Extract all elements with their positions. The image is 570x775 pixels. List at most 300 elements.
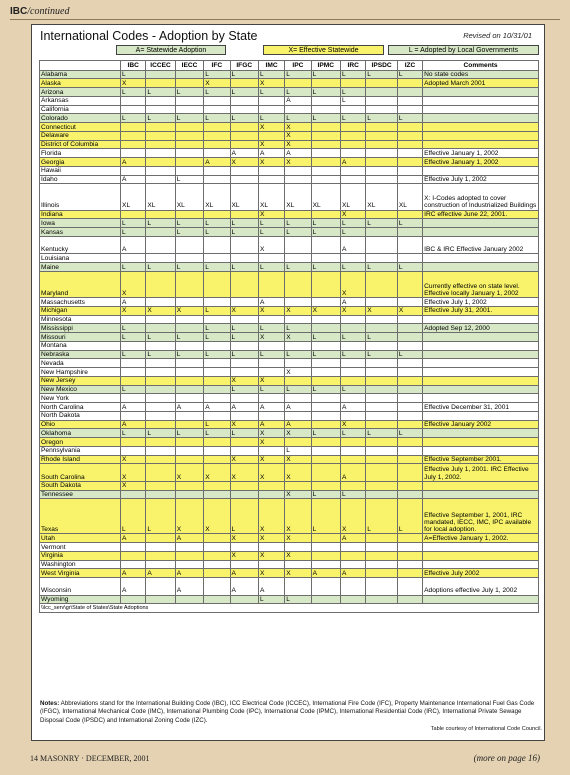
table-row bbox=[40, 578, 539, 596]
comment-cell bbox=[423, 166, 539, 175]
code-cell: L bbox=[175, 333, 203, 342]
code-cell bbox=[311, 464, 340, 482]
code-cell: L bbox=[230, 219, 258, 228]
code-cell: L bbox=[121, 499, 146, 534]
code-cell bbox=[258, 341, 284, 350]
code-cell bbox=[311, 315, 340, 324]
code-cell bbox=[397, 385, 422, 394]
code-cell bbox=[285, 411, 311, 420]
state-name: Alaska bbox=[40, 79, 121, 88]
code-cell bbox=[366, 298, 398, 307]
code-cell bbox=[204, 149, 230, 158]
code-cell: XL bbox=[121, 184, 146, 210]
code-cell bbox=[175, 481, 203, 490]
code-cell bbox=[397, 394, 422, 403]
code-cell bbox=[121, 166, 146, 175]
code-cell bbox=[121, 543, 146, 552]
code-cell bbox=[341, 166, 366, 175]
table-row bbox=[40, 298, 539, 307]
state-name: Oregon bbox=[40, 438, 121, 447]
code-cell bbox=[285, 166, 311, 175]
code-cell: L bbox=[397, 499, 422, 534]
code-cell bbox=[311, 394, 340, 403]
code-cell bbox=[366, 569, 398, 578]
code-cell: L bbox=[258, 70, 284, 79]
code-cell bbox=[366, 376, 398, 385]
code-cell: X bbox=[341, 306, 366, 315]
code-cell bbox=[146, 228, 175, 237]
code-cell: A bbox=[258, 298, 284, 307]
code-cell bbox=[366, 254, 398, 263]
code-cell: L bbox=[121, 70, 146, 79]
code-cell bbox=[366, 560, 398, 569]
comment-cell: Effective July 31, 2001. bbox=[423, 306, 539, 315]
comment-cell bbox=[423, 131, 539, 140]
code-cell: A bbox=[121, 578, 146, 596]
code-cell: X bbox=[230, 158, 258, 167]
code-cell bbox=[230, 105, 258, 114]
code-cell: L bbox=[175, 88, 203, 97]
code-cell: L bbox=[258, 88, 284, 97]
code-cell: L bbox=[230, 499, 258, 534]
code-cell bbox=[230, 368, 258, 377]
code-cell bbox=[175, 210, 203, 219]
code-cell bbox=[146, 578, 175, 596]
code-cell bbox=[175, 166, 203, 175]
code-cell bbox=[311, 551, 340, 560]
code-cell: L bbox=[366, 333, 398, 342]
table-row bbox=[40, 429, 539, 438]
code-cell bbox=[175, 70, 203, 79]
page-folio: 14 MASONRY · DECEMBER, 2001 bbox=[30, 754, 150, 763]
code-cell bbox=[311, 359, 340, 368]
code-cell: L bbox=[311, 228, 340, 237]
comment-cell bbox=[423, 376, 539, 385]
code-cell: XL bbox=[258, 184, 284, 210]
code-cell: XL bbox=[366, 184, 398, 210]
code-cell: X bbox=[175, 306, 203, 315]
code-cell bbox=[175, 158, 203, 167]
code-cell bbox=[397, 455, 422, 464]
state-name: Montana bbox=[40, 341, 121, 350]
state-name: New Hampshire bbox=[40, 368, 121, 377]
code-cell bbox=[341, 481, 366, 490]
legend-effective: X= Effective Statewide bbox=[263, 45, 384, 55]
code-cell bbox=[285, 438, 311, 447]
code-cell bbox=[366, 88, 398, 97]
code-cell: L bbox=[121, 333, 146, 342]
code-cell: L bbox=[175, 228, 203, 237]
comment-cell bbox=[423, 411, 539, 420]
code-cell bbox=[146, 560, 175, 569]
code-cell: A bbox=[204, 403, 230, 412]
code-cell bbox=[121, 149, 146, 158]
state-name: Delaware bbox=[40, 131, 121, 140]
code-cell: L bbox=[230, 350, 258, 359]
comment-cell bbox=[423, 368, 539, 377]
code-cell: X bbox=[341, 499, 366, 534]
code-cell bbox=[258, 560, 284, 569]
code-cell: X bbox=[258, 464, 284, 482]
code-cell: X bbox=[258, 499, 284, 534]
code-cell bbox=[175, 595, 203, 604]
code-cell: X bbox=[285, 429, 311, 438]
code-cell bbox=[366, 394, 398, 403]
code-cell: X bbox=[285, 464, 311, 482]
table-row bbox=[40, 411, 539, 420]
code-cell: X bbox=[341, 271, 366, 297]
code-cell bbox=[341, 394, 366, 403]
code-cell: X bbox=[285, 158, 311, 167]
state-name: California bbox=[40, 105, 121, 114]
code-cell bbox=[146, 175, 175, 184]
notes-block bbox=[40, 700, 540, 725]
comment-cell bbox=[423, 385, 539, 394]
code-cell: X bbox=[258, 429, 284, 438]
code-cell bbox=[311, 324, 340, 333]
code-cell bbox=[397, 464, 422, 482]
code-cell bbox=[397, 324, 422, 333]
code-cell bbox=[258, 481, 284, 490]
table-row bbox=[40, 455, 539, 464]
code-cell bbox=[175, 359, 203, 368]
code-cell: X bbox=[285, 569, 311, 578]
code-cell bbox=[121, 359, 146, 368]
code-cell bbox=[311, 403, 340, 412]
code-cell: L bbox=[341, 88, 366, 97]
state-name: Louisiana bbox=[40, 254, 121, 263]
code-cell bbox=[230, 595, 258, 604]
code-cell: XL bbox=[285, 184, 311, 210]
code-cell: A bbox=[341, 158, 366, 167]
code-cell bbox=[121, 131, 146, 140]
code-cell bbox=[366, 551, 398, 560]
comment-cell: IBC & IRC Effective January 2002 bbox=[423, 236, 539, 254]
code-cell bbox=[311, 105, 340, 114]
code-cell: A bbox=[175, 578, 203, 596]
code-cell bbox=[366, 236, 398, 254]
code-cell bbox=[311, 149, 340, 158]
table-row bbox=[40, 96, 539, 105]
state-name: Idaho bbox=[40, 175, 121, 184]
code-cell bbox=[204, 368, 230, 377]
adoption-table-sheet bbox=[31, 24, 545, 741]
code-cell bbox=[230, 271, 258, 297]
code-cell bbox=[146, 420, 175, 429]
code-cell bbox=[397, 569, 422, 578]
code-cell: L bbox=[285, 114, 311, 123]
code-cell: L bbox=[341, 228, 366, 237]
code-cell bbox=[230, 394, 258, 403]
code-cell: L bbox=[175, 114, 203, 123]
code-cell bbox=[397, 158, 422, 167]
code-cell bbox=[230, 123, 258, 132]
comment-cell bbox=[423, 341, 539, 350]
code-cell bbox=[311, 298, 340, 307]
code-cell bbox=[366, 359, 398, 368]
code-cell bbox=[146, 149, 175, 158]
code-cell bbox=[397, 560, 422, 569]
code-cell bbox=[175, 79, 203, 88]
code-cell bbox=[175, 551, 203, 560]
code-cell bbox=[311, 368, 340, 377]
code-cell bbox=[397, 359, 422, 368]
code-cell bbox=[397, 271, 422, 297]
code-cell bbox=[230, 481, 258, 490]
code-cell: L bbox=[397, 219, 422, 228]
comment-cell bbox=[423, 490, 539, 499]
code-cell bbox=[146, 166, 175, 175]
code-cell: XL bbox=[230, 184, 258, 210]
comment-cell bbox=[423, 219, 539, 228]
code-cell: L bbox=[285, 263, 311, 272]
code-cell: L bbox=[204, 70, 230, 79]
code-cell bbox=[285, 210, 311, 219]
code-cell bbox=[146, 385, 175, 394]
code-cell bbox=[397, 254, 422, 263]
code-cell bbox=[230, 341, 258, 350]
code-cell bbox=[121, 315, 146, 324]
code-cell bbox=[146, 341, 175, 350]
state-name: South Carolina bbox=[40, 464, 121, 482]
code-cell: L bbox=[204, 306, 230, 315]
code-cell bbox=[311, 158, 340, 167]
code-cell bbox=[230, 175, 258, 184]
comment-cell: Effective July 1, 2002 bbox=[423, 298, 539, 307]
table-row bbox=[40, 70, 539, 79]
code-cell bbox=[175, 236, 203, 254]
code-cell bbox=[121, 254, 146, 263]
code-cell bbox=[366, 140, 398, 149]
code-cell: X bbox=[230, 551, 258, 560]
section-header bbox=[10, 6, 69, 17]
comment-cell: A=Effective January 1, 2002. bbox=[423, 534, 539, 543]
code-cell: X bbox=[175, 464, 203, 482]
state-name: Pennsylvania bbox=[40, 446, 121, 455]
code-cell bbox=[121, 123, 146, 132]
code-cell bbox=[258, 315, 284, 324]
code-cell: X bbox=[204, 79, 230, 88]
code-cell bbox=[366, 131, 398, 140]
code-cell bbox=[146, 438, 175, 447]
code-cell: L bbox=[311, 333, 340, 342]
code-cell bbox=[175, 298, 203, 307]
code-cell: L bbox=[146, 350, 175, 359]
code-cell bbox=[146, 210, 175, 219]
code-cell bbox=[397, 446, 422, 455]
table-row bbox=[40, 184, 539, 210]
code-cell bbox=[204, 131, 230, 140]
code-cell: L bbox=[311, 88, 340, 97]
code-cell: L bbox=[311, 263, 340, 272]
code-cell bbox=[366, 96, 398, 105]
code-cell bbox=[146, 315, 175, 324]
state-name: Kansas bbox=[40, 228, 121, 237]
code-cell bbox=[366, 543, 398, 552]
code-cell: A bbox=[121, 298, 146, 307]
code-cell: L bbox=[230, 88, 258, 97]
code-cell: L bbox=[285, 219, 311, 228]
code-cell bbox=[397, 376, 422, 385]
code-cell bbox=[204, 481, 230, 490]
comment-cell bbox=[423, 551, 539, 560]
code-cell bbox=[366, 368, 398, 377]
table-row bbox=[40, 175, 539, 184]
table-row bbox=[40, 569, 539, 578]
code-cell: X bbox=[285, 499, 311, 534]
code-cell: L bbox=[366, 429, 398, 438]
comment-cell bbox=[423, 394, 539, 403]
code-cell bbox=[285, 298, 311, 307]
code-cell bbox=[397, 341, 422, 350]
code-cell bbox=[366, 490, 398, 499]
code-cell bbox=[311, 376, 340, 385]
code-cell: A bbox=[341, 403, 366, 412]
code-cell: X bbox=[258, 333, 284, 342]
code-cell bbox=[311, 271, 340, 297]
code-cell bbox=[397, 578, 422, 596]
code-cell: A bbox=[258, 403, 284, 412]
code-cell bbox=[366, 324, 398, 333]
code-cell bbox=[366, 175, 398, 184]
state-name: Florida bbox=[40, 149, 121, 158]
code-cell bbox=[366, 149, 398, 158]
code-cell: A bbox=[285, 420, 311, 429]
code-cell bbox=[204, 569, 230, 578]
code-cell bbox=[341, 376, 366, 385]
code-cell bbox=[230, 490, 258, 499]
code-cell bbox=[311, 341, 340, 350]
comment-cell bbox=[423, 333, 539, 342]
state-name: Michigan bbox=[40, 306, 121, 315]
table-row bbox=[40, 88, 539, 97]
code-cell bbox=[146, 490, 175, 499]
code-cell bbox=[311, 210, 340, 219]
code-cell bbox=[397, 403, 422, 412]
code-cell: X bbox=[230, 306, 258, 315]
code-cell bbox=[146, 79, 175, 88]
code-cell: A bbox=[341, 569, 366, 578]
code-cell bbox=[366, 79, 398, 88]
code-cell: XL bbox=[204, 184, 230, 210]
state-name: Maryland bbox=[40, 271, 121, 297]
code-cell: L bbox=[258, 219, 284, 228]
code-cell: X bbox=[258, 438, 284, 447]
adoption-table bbox=[39, 60, 539, 613]
code-cell: L bbox=[204, 219, 230, 228]
code-cell: A bbox=[175, 403, 203, 412]
comment-cell: No state codes bbox=[423, 70, 539, 79]
code-cell bbox=[121, 96, 146, 105]
code-cell bbox=[285, 394, 311, 403]
code-cell bbox=[311, 455, 340, 464]
state-name: Colorado bbox=[40, 114, 121, 123]
table-row bbox=[40, 464, 539, 482]
code-cell bbox=[258, 254, 284, 263]
code-cell: A bbox=[341, 534, 366, 543]
code-cell: L bbox=[204, 263, 230, 272]
code-cell bbox=[230, 166, 258, 175]
code-cell: A bbox=[230, 403, 258, 412]
code-cell: L bbox=[230, 429, 258, 438]
code-cell: L bbox=[285, 324, 311, 333]
comment-cell: Effective July 1, 2001. IRC Effective July 1, 2002. bbox=[423, 464, 539, 482]
code-cell bbox=[311, 534, 340, 543]
code-cell: A bbox=[121, 420, 146, 429]
table-row bbox=[40, 166, 539, 175]
code-cell bbox=[204, 394, 230, 403]
code-cell bbox=[341, 149, 366, 158]
code-cell: L bbox=[311, 70, 340, 79]
code-cell bbox=[230, 96, 258, 105]
state-name: New Mexico bbox=[40, 385, 121, 394]
comment-cell bbox=[423, 123, 539, 132]
code-cell bbox=[341, 79, 366, 88]
code-cell: L bbox=[258, 350, 284, 359]
code-cell: X bbox=[230, 455, 258, 464]
table-row bbox=[40, 219, 539, 228]
code-cell: L bbox=[366, 219, 398, 228]
state-name: Connecticut bbox=[40, 123, 121, 132]
table-row bbox=[40, 263, 539, 272]
code-cell: X bbox=[285, 490, 311, 499]
code-cell bbox=[341, 446, 366, 455]
code-cell: X bbox=[258, 551, 284, 560]
code-cell: L bbox=[258, 228, 284, 237]
table-row bbox=[40, 534, 539, 543]
table-row bbox=[40, 359, 539, 368]
code-cell: L bbox=[175, 263, 203, 272]
code-cell bbox=[146, 359, 175, 368]
code-cell bbox=[146, 96, 175, 105]
code-cell bbox=[121, 376, 146, 385]
code-cell bbox=[397, 96, 422, 105]
code-cell: A bbox=[341, 298, 366, 307]
code-cell bbox=[285, 254, 311, 263]
code-cell bbox=[204, 236, 230, 254]
code-cell bbox=[285, 315, 311, 324]
code-cell: L bbox=[175, 350, 203, 359]
code-cell: L bbox=[121, 88, 146, 97]
code-cell: L bbox=[204, 350, 230, 359]
code-cell bbox=[204, 175, 230, 184]
header-iecc: IECC bbox=[175, 61, 203, 71]
code-cell bbox=[366, 228, 398, 237]
code-cell bbox=[204, 560, 230, 569]
code-cell bbox=[285, 376, 311, 385]
code-cell bbox=[146, 324, 175, 333]
table-row bbox=[40, 271, 539, 297]
code-cell: X bbox=[121, 271, 146, 297]
code-cell: L bbox=[311, 429, 340, 438]
code-cell bbox=[366, 438, 398, 447]
code-cell bbox=[146, 271, 175, 297]
code-cell: L bbox=[341, 219, 366, 228]
code-cell: L bbox=[230, 263, 258, 272]
code-cell: L bbox=[397, 114, 422, 123]
code-cell bbox=[341, 368, 366, 377]
code-cell: L bbox=[204, 429, 230, 438]
code-cell bbox=[204, 446, 230, 455]
table-row bbox=[40, 236, 539, 254]
code-cell bbox=[258, 166, 284, 175]
code-cell: L bbox=[285, 350, 311, 359]
table-row bbox=[40, 254, 539, 263]
code-cell bbox=[230, 140, 258, 149]
state-name: Nevada bbox=[40, 359, 121, 368]
table-row bbox=[40, 499, 539, 534]
state-name: South Dakota bbox=[40, 481, 121, 490]
